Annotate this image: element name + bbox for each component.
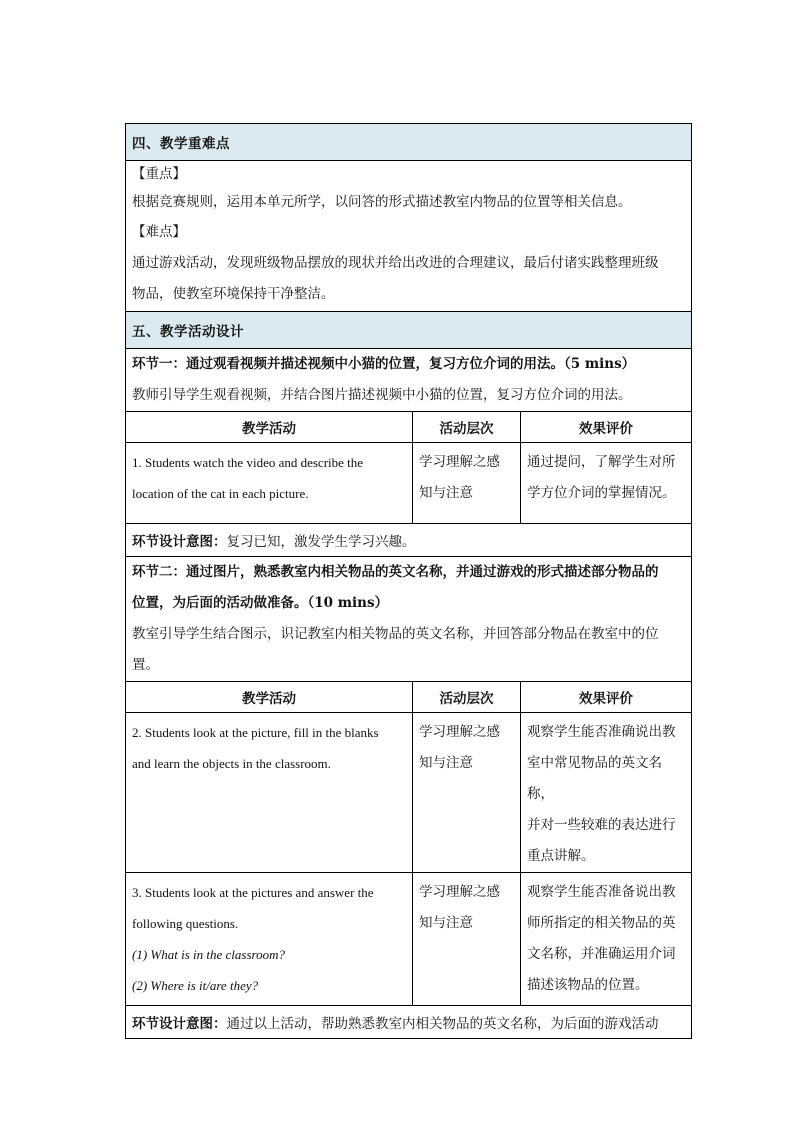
- activity-text: following questions.: [132, 916, 239, 931]
- eval-text: 重点讲解。: [527, 848, 595, 864]
- activity-text: location of the cat in each picture.: [132, 486, 309, 501]
- eval-text: 室中常见物品的英文名称，: [527, 755, 662, 802]
- stage2-desc-line2: 置。: [132, 657, 159, 673]
- stage2-intent: [126, 1006, 692, 1039]
- level-text: 知与注意: [419, 755, 473, 771]
- difficult-label: 【难点】: [132, 224, 186, 240]
- level-text: 学习理解之感: [419, 884, 500, 900]
- stage1-heading: 环节一：通过观看视频并描述视频中小猫的位置，复习方位介词的用法。（5 mins）: [132, 356, 636, 372]
- stage1-col-activity: 教学活动: [126, 412, 413, 443]
- section4-body: [126, 161, 692, 312]
- difficult-text-line1: 通过游戏活动，发现班级物品摆放的现状并给出改进的合理建议，最后付诸实践整理班级: [132, 255, 659, 271]
- key-label: 【重点】: [132, 166, 186, 182]
- eval-text: 观察学生能否准确说出教: [527, 724, 676, 740]
- question-text: (2) Where is it/are they?: [132, 978, 259, 993]
- stage2-intent-label: 环节设计意图：: [132, 1016, 227, 1032]
- stage2-intent-text: 通过以上活动，帮助熟悉教室内相关物品的英文名称，为后面的游戏活动: [226, 1016, 659, 1032]
- eval-text: 学方位介词的掌握情况。: [527, 485, 676, 501]
- stage2-col-level: 活动层次: [413, 682, 521, 713]
- table-row: [126, 713, 692, 873]
- level-text: 知与注意: [419, 915, 473, 931]
- stage1-intent-text: 复习已知，激发学生学习兴趣。: [226, 534, 416, 550]
- eval-text: 观察学生能否准备说出教: [527, 884, 676, 900]
- stage1-desc: 教师引导学生观看视频，并结合图片描述视频中小猫的位置，复习方位介词的用法。: [132, 387, 632, 403]
- stage1-col-eval: 效果评价: [521, 412, 692, 443]
- eval-text: 文名称，并准确运用介词: [527, 946, 676, 962]
- lesson-plan-sheet: [125, 123, 691, 1039]
- level-cell: [413, 443, 521, 524]
- level-cell: [413, 873, 521, 1006]
- eval-cell: [521, 713, 692, 873]
- eval-cell: [521, 443, 692, 524]
- activity-cell: [126, 443, 413, 524]
- activity-cell: [126, 873, 413, 1006]
- stage2-intro: [126, 557, 692, 682]
- eval-text: 通过提问，了解学生对所: [527, 454, 676, 470]
- table-row: [126, 873, 692, 1006]
- difficult-text-line2: 物品，使教室环境保持干净整洁。: [132, 286, 335, 302]
- stage1-intro: [126, 349, 692, 412]
- activity-text: 1. Students watch the video and describe the: [132, 455, 364, 470]
- eval-text: 并对一些较难的表达进行: [527, 817, 676, 833]
- stage2-heading-line2: 位置，为后面的活动做准备。（10 mins）: [132, 595, 389, 611]
- stage1-intent: [126, 524, 692, 557]
- eval-text: 师所指定的相关物品的英: [527, 915, 676, 931]
- activity-text: 3. Students look at the pictures and answer the: [132, 885, 374, 900]
- stage2-col-eval: 效果评价: [521, 682, 692, 713]
- stage2-col-activity: 教学活动: [126, 682, 413, 713]
- level-text: 学习理解之感: [419, 454, 500, 470]
- lesson-plan-table: [125, 123, 692, 1039]
- activity-text: and learn the objects in the classroom.: [132, 756, 331, 771]
- section5-title: 五、教学活动设计: [126, 312, 692, 349]
- section4-title: 四、教学重难点: [126, 124, 692, 161]
- stage1-intent-label: 环节设计意图：: [132, 534, 227, 550]
- activity-text: 2. Students look at the picture, fill in the blanks: [132, 725, 379, 740]
- stage2-heading-line1: 环节二：通过图片，熟悉教室内相关物品的英文名称，并通过游戏的形式描述部分物品的: [132, 564, 659, 580]
- level-cell: [413, 713, 521, 873]
- eval-cell: [521, 873, 692, 1006]
- key-text: 根据竞赛规则，运用本单元所学，以问答的形式描述教室内物品的位置等相关信息。: [132, 194, 632, 210]
- table-row: [126, 443, 692, 524]
- activity-cell: [126, 713, 413, 873]
- stage1-col-level: 活动层次: [413, 412, 521, 443]
- stage2-desc-line1: 教室引导学生结合图示，识记教室内相关物品的英文名称，并回答部分物品在教室中的位: [132, 626, 659, 642]
- level-text: 知与注意: [419, 485, 473, 501]
- question-text: (1) What is in the classroom?: [132, 947, 285, 962]
- eval-text: 描述该物品的位置。: [527, 977, 649, 993]
- level-text: 学习理解之感: [419, 724, 500, 740]
